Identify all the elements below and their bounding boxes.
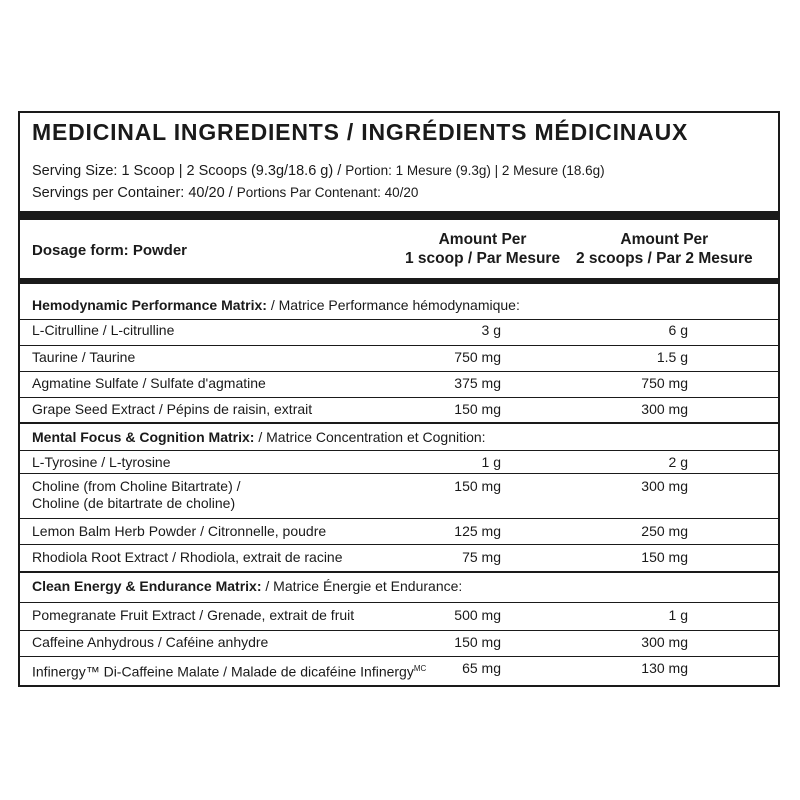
row-divider [20, 397, 778, 398]
col1-line1: Amount Per [438, 231, 527, 248]
ingredient-name: Taurine / Taurine [32, 349, 136, 365]
section-title-en: Hemodynamic Performance Matrix: [32, 297, 267, 313]
amount-1-scoop: 150 mg [454, 401, 501, 417]
amount-1-scoop: 125 mg [454, 523, 501, 539]
servings-line [32, 185, 418, 201]
amount-2-scoops: 300 mg [641, 478, 688, 494]
amount-1-scoop: 150 mg [454, 478, 501, 494]
ingredient-name [32, 478, 241, 512]
section-title-fr: / Matrice Performance hémodynamique: [270, 297, 520, 313]
ingredient-name: Grape Seed Extract / Pépins de raisin, extrait [32, 401, 313, 417]
amount-1-scoop: 750 mg [454, 349, 501, 365]
section-divider [20, 422, 778, 424]
ingredient-name: L-Citrulline / L-citrulline [32, 322, 175, 338]
amount-2-scoops: 750 mg [641, 375, 688, 391]
col2-line2: 2 scoops / Par 2 Mesure [576, 250, 753, 267]
ingredient-name: Caffeine Anhydrous / Caféine anhydre [32, 634, 269, 650]
row-divider [20, 450, 778, 451]
amount-2-scoops: 300 mg [641, 401, 688, 417]
row-divider [20, 473, 778, 474]
amount-2-scoops: 1.5 g [656, 349, 688, 365]
amount-1-scoop: 3 g [481, 322, 501, 338]
section-title-en: Mental Focus & Cognition Matrix: [32, 429, 255, 445]
servings-en: Servings per Container: 40/20 / [32, 185, 233, 201]
servings-fr: Portions Par Contenant: 40/20 [236, 185, 419, 200]
trademark-sup: MC [413, 664, 427, 673]
amount-2-scoops: 150 mg [641, 549, 688, 565]
section-title-en: Clean Energy & Endurance Matrix: [32, 578, 262, 594]
amount-2-scoops: 6 g [668, 322, 688, 338]
amount-2-scoops: 130 mg [641, 660, 688, 676]
table-header [20, 217, 778, 278]
section-title-fr: / Matrice Concentration et Cognition: [258, 429, 486, 445]
section-clean-energy-title [32, 578, 462, 594]
col1-line2: 1 scoop / Par Mesure [405, 250, 561, 267]
amount-2-scoops: 250 mg [641, 523, 688, 539]
ingredient-name: Pomegranate Fruit Extract / Grenade, extrait de fruit [32, 607, 355, 623]
ingredient-name-text: Infinergy™ Di-Caffeine Malate / Malade de dicaféine Infinergy [32, 663, 414, 680]
row-divider [20, 319, 778, 320]
amount-1-scoop: 150 mg [454, 634, 501, 650]
dosage-form: Dosage form: Powder [32, 242, 188, 259]
serving-size-line [32, 163, 605, 179]
row-divider [20, 544, 778, 545]
ingredient-name [32, 660, 426, 681]
amount-1-scoop: 1 g [481, 454, 501, 470]
amount-1-scoop: 375 mg [454, 375, 501, 391]
row-divider [20, 345, 778, 346]
row-divider [20, 518, 778, 519]
column-header-2-scoops [576, 230, 753, 268]
ingredient-name: Rhodiola Root Extract / Rhodiola, extrait de racine [32, 549, 343, 565]
amount-2-scoops: 1 g [668, 607, 688, 623]
row-divider [20, 371, 778, 372]
amount-2-scoops: 300 mg [641, 634, 688, 650]
column-header-1-scoop [405, 230, 560, 268]
section-hemodynamic-title [32, 297, 520, 313]
row-divider [20, 630, 778, 631]
section-title-fr: / Matrice Énergie et Endurance: [265, 578, 463, 594]
ingredient-name-line2: Choline (de bitartrate de choline) [32, 495, 236, 511]
col2-line1: Amount Per [620, 231, 709, 248]
row-divider [20, 602, 778, 603]
amount-1-scoop: 75 mg [462, 549, 501, 565]
section-mental-focus-title [32, 429, 486, 445]
ingredient-name-line1: Choline (from Choline Bitartrate) / [32, 478, 241, 494]
row-divider [20, 656, 778, 657]
panel-title: MEDICINAL INGREDIENTS / INGRÉDIENTS MÉDICINAUX [32, 119, 689, 145]
amount-1-scoop: 500 mg [454, 607, 501, 623]
serving-size-en: Serving Size: 1 Scoop | 2 Scoops (9.3g/18.6 g) / [32, 163, 342, 179]
ingredient-name: Agmatine Sulfate / Sulfate d'agmatine [32, 375, 266, 391]
ingredient-name: L-Tyrosine / L-tyrosine [32, 454, 171, 470]
section-divider [20, 571, 778, 573]
amount-1-scoop: 65 mg [462, 660, 501, 676]
ingredient-name: Lemon Balm Herb Powder / Citronnelle, poudre [32, 523, 327, 539]
medicinal-ingredients-panel [18, 111, 780, 687]
amount-2-scoops: 2 g [668, 454, 688, 470]
serving-size-fr: Portion: 1 Mesure (9.3g) | 2 Mesure (18.6g) [345, 163, 605, 178]
thick-divider-header [20, 278, 778, 284]
